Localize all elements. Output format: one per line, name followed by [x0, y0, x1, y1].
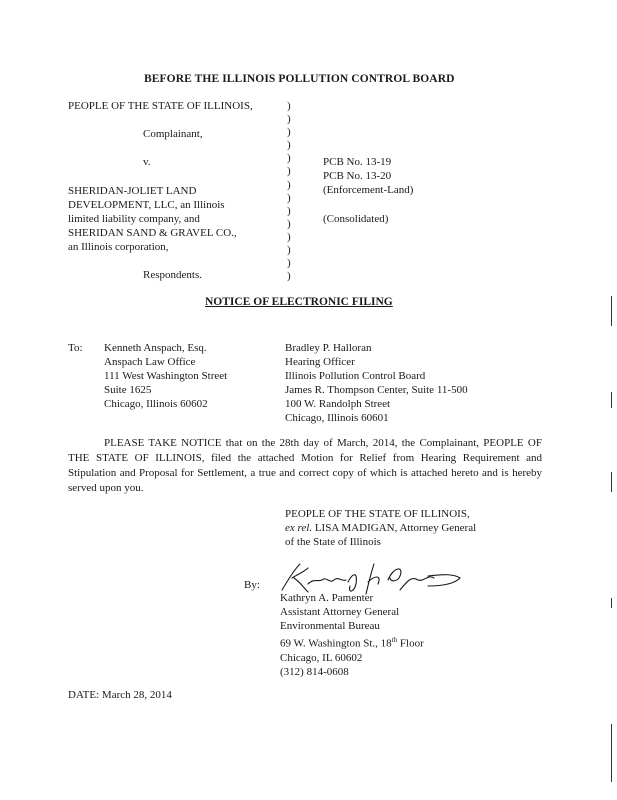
- paren: ): [287, 257, 291, 270]
- respondent-line: SHERIDAN SAND & GRAVEL CO.,: [68, 227, 237, 239]
- paren: ): [287, 165, 291, 178]
- signer-name: Kathryn A. Pamenter: [280, 592, 374, 604]
- scan-edge-mark: [611, 724, 612, 782]
- respondent-line: DEVELOPMENT, LLC, an Illinois: [68, 199, 225, 211]
- caption-parentheses: [287, 100, 291, 283]
- paren: ): [287, 270, 291, 283]
- respondent-line: limited liability company, and: [68, 213, 200, 225]
- paren: ): [287, 204, 291, 217]
- by-label: By:: [244, 579, 260, 591]
- paren: ): [287, 191, 291, 204]
- scan-edge-mark: [611, 392, 612, 408]
- bureau: Environmental Bureau: [280, 620, 380, 632]
- city: Chicago, IL 60602: [280, 651, 363, 664]
- paren: ): [287, 100, 291, 112]
- recipient-line: Chicago, Illinois 60602: [104, 398, 208, 410]
- respondents-block: [68, 184, 237, 254]
- recipient-left: [104, 341, 227, 411]
- state-line: of the State of Illinois: [285, 536, 381, 548]
- respondent-line: SHERIDAN-JOLIET LAND: [68, 185, 197, 197]
- paren: ): [287, 126, 291, 139]
- case-number: PCB No. 13-20: [323, 170, 392, 182]
- recipient-line: Anspach Law Office: [104, 356, 196, 368]
- party-line: PEOPLE OF THE STATE OF ILLINOIS,: [285, 508, 470, 520]
- respondent-line: an Illinois corporation,: [68, 241, 169, 253]
- ag-name: LISA MADIGAN, Attorney General: [312, 522, 477, 534]
- recipient-right: [285, 341, 468, 425]
- ag-line: [285, 521, 476, 535]
- address: [280, 633, 424, 651]
- address-street: 69 W. Washington St., 18: [280, 637, 392, 650]
- recipient-line: James R. Thompson Center, Suite 11-500: [285, 384, 468, 396]
- recipient-line: Bradley P. Halloran: [285, 342, 372, 354]
- case-type: (Enforcement-Land): [323, 184, 414, 196]
- signature-block: [285, 507, 476, 549]
- consolidated-label: (Consolidated): [323, 213, 389, 225]
- case-numbers: [323, 155, 413, 197]
- paren: ): [287, 139, 291, 152]
- date-line: DATE: March 28, 2014: [68, 689, 172, 701]
- notice-body: PLEASE TAKE NOTICE that on the 28th day of March, 2014, the Complainant, PEOPLE OF THE STATE OF ILLINOIS, filed the attached Motion for Relief from Hearing Requirement and Stipulation and Proposal for Settlement, a true and correct copy of which is attached hereto and is hereby served upon you.: [68, 437, 542, 494]
- ex-rel: ex rel.: [285, 522, 313, 534]
- paren: ): [287, 217, 291, 230]
- paren: ): [287, 230, 291, 243]
- respondent-role: Respondents.: [143, 269, 202, 281]
- signer-block: [280, 591, 424, 679]
- recipient-line: 100 W. Randolph Street: [285, 398, 391, 410]
- paren: ): [287, 113, 291, 126]
- address-ordinal: th: [391, 636, 398, 644]
- complainant-role: Complainant,: [143, 128, 203, 140]
- signer-title: Assistant Attorney General: [280, 606, 400, 618]
- recipient-line: 111 West Washington Street: [104, 370, 228, 382]
- recipient-line: Hearing Officer: [285, 356, 355, 368]
- scan-edge-mark: [611, 598, 612, 608]
- case-number: PCB No. 13-19: [323, 156, 392, 168]
- recipient-line: Kenneth Anspach, Esq.: [104, 342, 207, 354]
- address-floor: Floor: [397, 637, 424, 650]
- scan-edge-mark: [611, 472, 612, 492]
- paren: ): [287, 178, 291, 191]
- phone: (312) 814-0608: [280, 665, 349, 678]
- to-label: To:: [68, 342, 83, 354]
- scan-edge-mark: [611, 296, 612, 326]
- notice-heading: NOTICE OF ELECTRONIC FILING: [205, 296, 393, 308]
- recipient-line: Chicago, Illinois 60601: [285, 412, 389, 424]
- recipient-line: Suite 1625: [104, 384, 152, 396]
- recipient-line: Illinois Pollution Control Board: [285, 370, 426, 382]
- board-title: BEFORE THE ILLINOIS POLLUTION CONTROL BOARD: [144, 73, 455, 85]
- complainant-name: PEOPLE OF THE STATE OF ILLINOIS,: [68, 100, 253, 112]
- paren: ): [287, 244, 291, 257]
- versus: v.: [143, 156, 151, 168]
- paren: ): [287, 152, 291, 165]
